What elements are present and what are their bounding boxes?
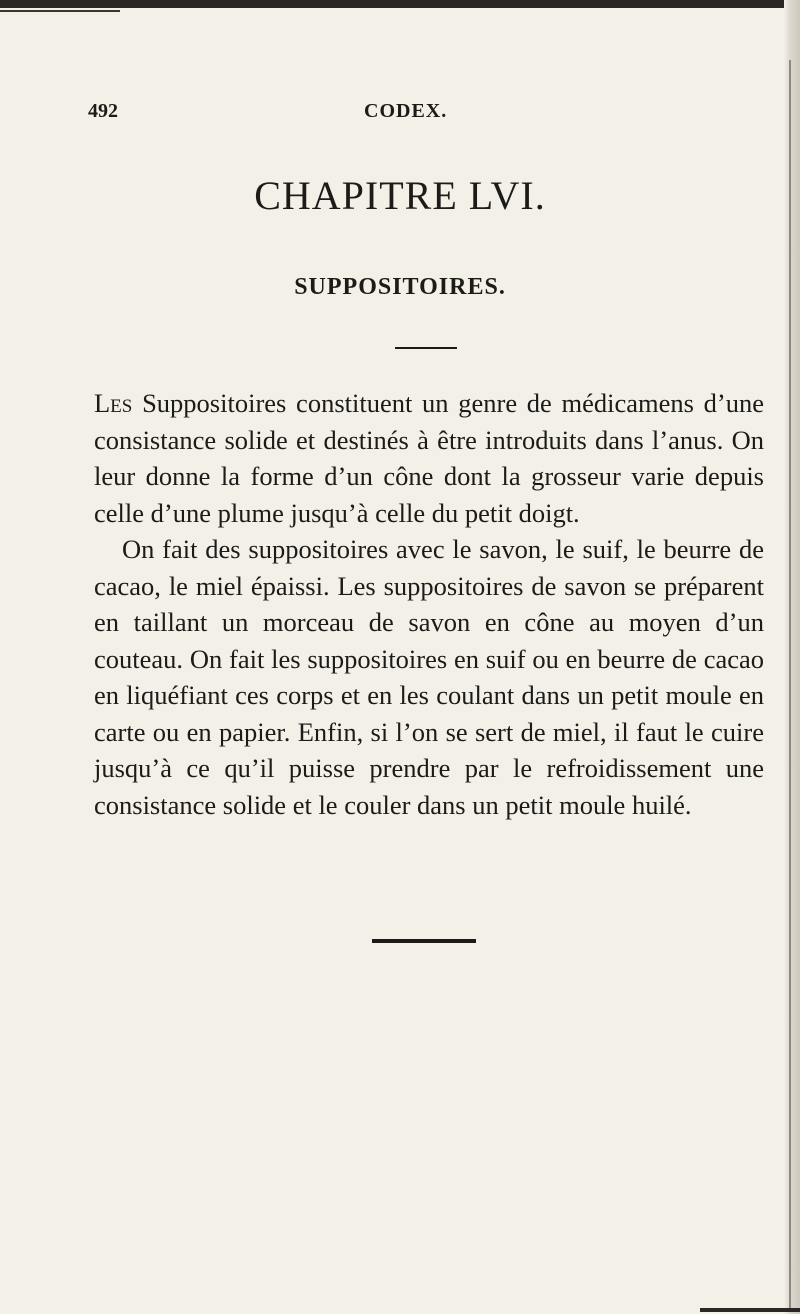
page-number: 492 xyxy=(88,100,118,122)
bottom-edge-rule xyxy=(700,1308,800,1312)
page-gutter-line xyxy=(789,60,791,1310)
paragraph-1 xyxy=(94,385,764,531)
chapter-title: CHAPITRE LVI. xyxy=(254,173,546,218)
running-title: CODEX. xyxy=(364,100,448,122)
top-edge-rule xyxy=(0,0,800,8)
section-title: SUPPOSITOIRES. xyxy=(294,274,506,300)
body-text xyxy=(94,385,764,823)
paragraph-lead-word: Les xyxy=(94,388,133,418)
paragraph-2: On fait des suppositoires avec le savon, le suif, le beurre de cacao, le miel épaissi. Les suppositoires de savon se préparent en taillant un morceau de savon en cône au moyen d’un couteau. On fait les suppositoires en suif ou en beurre de cacao en liquéfiant ces corps et en les coulant dans un petit moule en carte ou en papier. Enfin, si l’on se sert de miel, il faut le cuire jusqu’à ce qu’il puisse prendre par le refroidissement une consistance solide et le couler dans un petit moule huilé. xyxy=(94,534,764,820)
title-divider xyxy=(395,347,457,349)
paragraph-1-text: Suppositoires constituent un genre de médicamens d’une consistance solide et destinés à être introduits dans l’anus. On leur donne la forme d’un cône dont la grosseur varie depuis celle d’une plume jusqu’à celle du petit doigt. xyxy=(94,388,764,528)
top-edge-rule-short xyxy=(0,10,120,12)
end-of-section-rule xyxy=(372,939,476,943)
